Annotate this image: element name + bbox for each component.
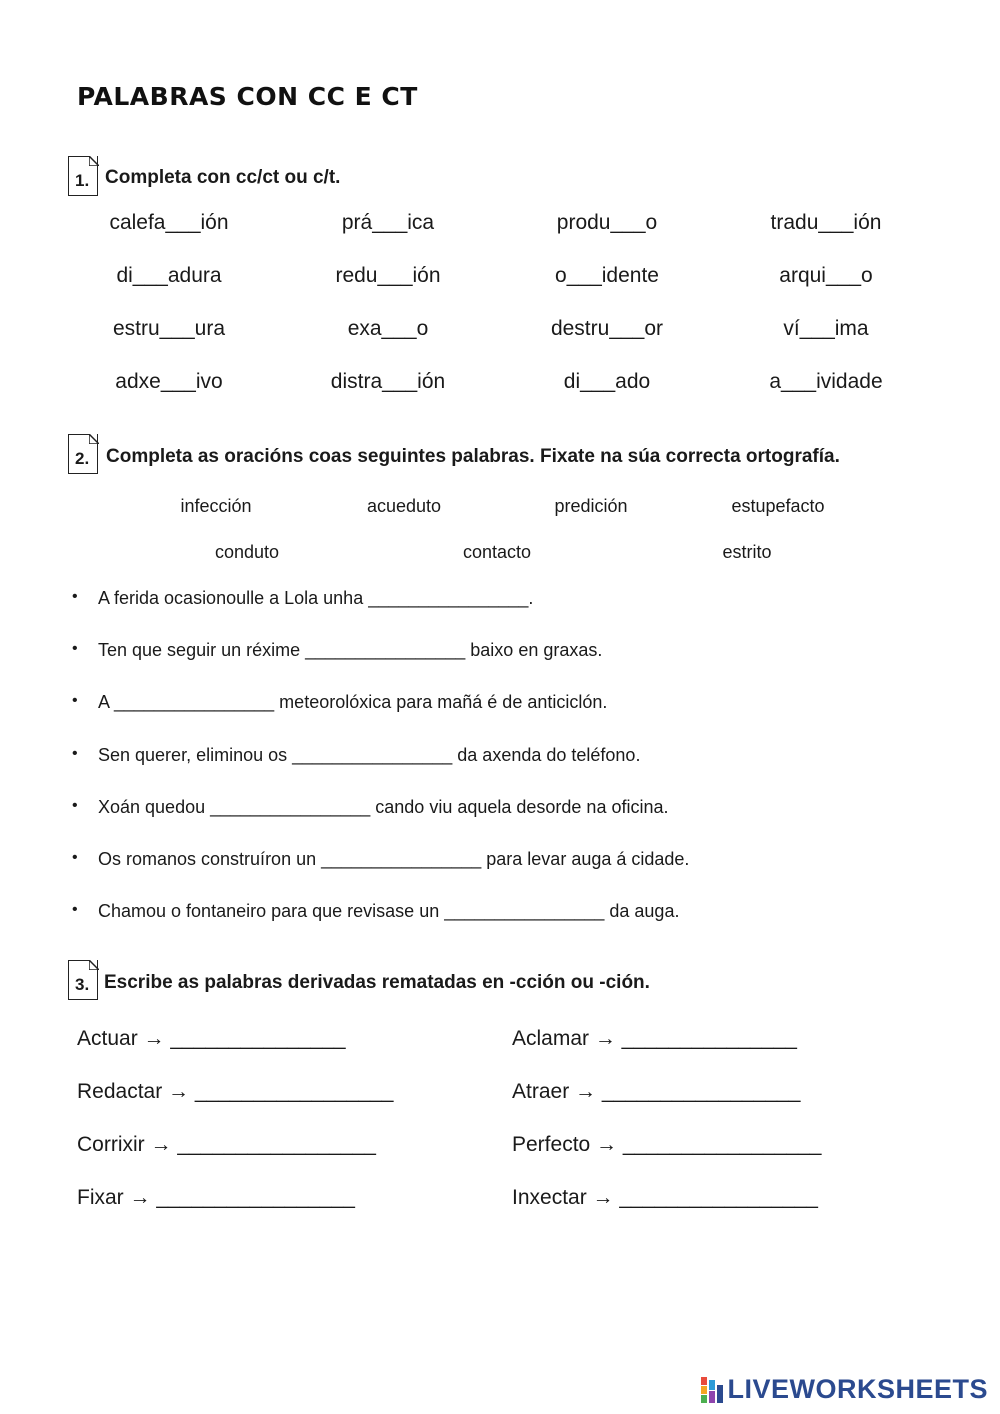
bullet-icon: • <box>72 692 78 710</box>
page-title: PALABRAS CON CC E CT <box>77 82 418 111</box>
fill-in-word: di___ado <box>563 370 651 393</box>
fill-in-word: di___adura <box>116 264 222 287</box>
word-bank-item: contacto <box>462 542 532 562</box>
section-1-number: 1. <box>75 171 90 190</box>
section-3-instruction: Escribe as palabras derivadas rematadas en -cción ou -ción. <box>104 972 650 993</box>
folded-corner-icon <box>89 960 99 970</box>
derivation-item-right: Perfecto → _________________ <box>512 1133 822 1156</box>
word-bank-item: estupefacto <box>731 496 825 516</box>
fill-in-word: arqui___o <box>779 264 873 287</box>
fill-in-word: prá___ica <box>341 211 435 234</box>
fill-in-word: tradu___ión <box>770 211 882 234</box>
derivation-item-right: Inxectar → _________________ <box>512 1186 818 1209</box>
fill-in-word: distra___ión <box>330 370 446 393</box>
bullet-icon: • <box>72 901 78 919</box>
fill-in-word: produ___o <box>556 211 658 234</box>
bullet-icon: • <box>72 796 78 814</box>
fill-in-word: estru___ura <box>112 317 226 340</box>
section-2-instruction: Completa as oracións coas seguintes palabras. Fixate na súa correcta ortografía. <box>106 446 840 467</box>
fill-in-word: a___ividade <box>769 370 883 393</box>
fill-in-word: redu___ión <box>335 264 441 287</box>
derivation-item-left: Redactar → _________________ <box>77 1080 394 1103</box>
sentence-item: Xoán quedou ________________ cando viu aquela desorde na oficina. <box>98 796 669 817</box>
liveworksheets-logo <box>701 1374 988 1405</box>
folded-corner-icon <box>89 156 99 166</box>
derivation-item-left: Fixar → _________________ <box>77 1186 355 1209</box>
section-2-number: 2. <box>75 449 90 468</box>
section-1-instruction: Completa con cc/ct ou c/t. <box>105 167 341 188</box>
word-bank-item: predición <box>554 496 628 516</box>
derivation-item-right: Aclamar → _______________ <box>512 1027 797 1050</box>
sentence-item: Os romanos construíron un ________________ para levar auga á cidade. <box>98 849 690 869</box>
derivation-item-right: Atraer → _________________ <box>512 1080 801 1103</box>
fill-in-word: exa___o <box>347 317 429 340</box>
derivation-item-left: Actuar → _______________ <box>77 1027 346 1050</box>
word-bank-item: acueduto <box>366 496 442 516</box>
section-3-number-box <box>68 960 98 1000</box>
bullet-icon: • <box>72 744 78 762</box>
sentence-item: Ten que seguir un réxime ________________ baixo en graxas. <box>98 640 603 661</box>
bullet-icon: • <box>72 849 78 866</box>
folded-corner-icon <box>89 434 99 444</box>
sentence-item: Sen querer, eliminou os ________________ da axenda do teléfono. <box>98 744 641 765</box>
section-3-number: 3. <box>75 975 90 994</box>
fill-in-word: calefa___ión <box>109 211 229 234</box>
word-bank-item: infección <box>180 496 252 516</box>
fill-in-word: destru___or <box>550 317 664 340</box>
logo-mark-icon <box>701 1377 723 1403</box>
fill-in-word: o___idente <box>555 264 659 287</box>
sentence-item: A ________________ meteorolóxica para mañá é de anticiclón. <box>98 692 608 713</box>
word-bank-item: conduto <box>214 542 280 562</box>
sentence-item: Chamou o fontaneiro para que revisase un ________________ da auga. <box>98 901 680 922</box>
word-bank-item: estrito <box>722 542 772 562</box>
logo-text: LIVEWORKSHEETS <box>727 1374 988 1404</box>
section-1-number-box <box>68 156 98 196</box>
bullet-icon: • <box>72 588 78 605</box>
section-2-number-box <box>68 434 98 474</box>
fill-in-word: adxe___ivo <box>115 370 223 393</box>
fill-in-word: ví___ima <box>783 317 869 340</box>
bullet-icon: • <box>72 640 78 658</box>
derivation-item-left: Corrixir → _________________ <box>77 1133 376 1156</box>
sentence-item: A ferida ocasionoulle a Lola unha ________________. <box>98 588 534 608</box>
